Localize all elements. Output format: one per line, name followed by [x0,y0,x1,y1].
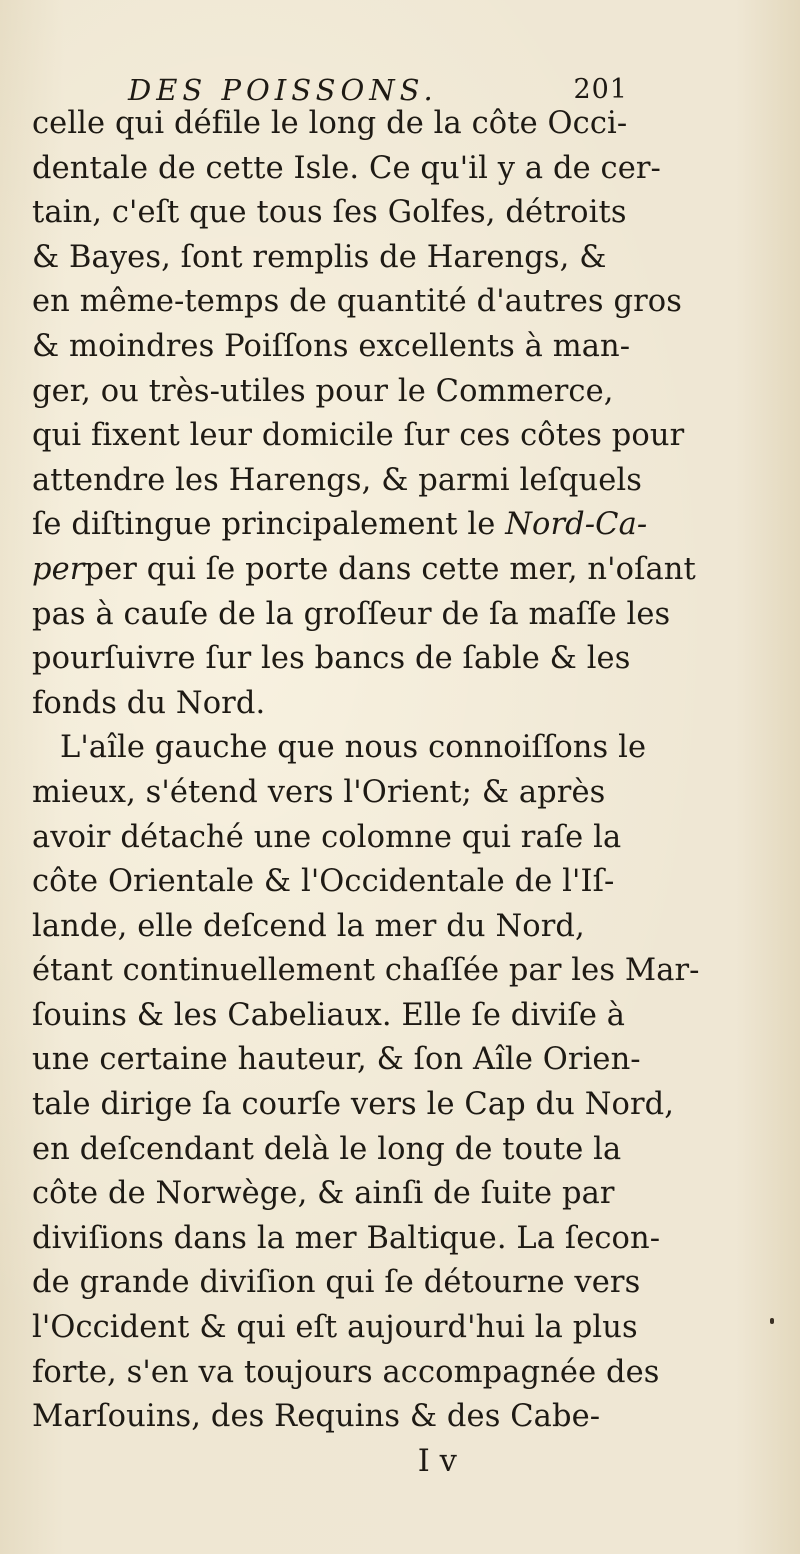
text-line: avoir détaché une colomne qui raſe la [32,819,622,855]
text-line: pas à cauſe de la groſſeur de ſa maſſe les [32,596,671,632]
text-line: diviſions dans la mer Baltique. La ſecon- [32,1220,661,1256]
running-title: DES POISSONS. [128,73,438,107]
text-line: Marſouins, des Requins & des Cabe- [32,1399,601,1435]
text-line: tale dirige ſa courſe vers le Cap du Nord, [32,1087,675,1123]
text-line [32,548,777,593]
text-line: mieux, s'étend vers l'Orient; & après [32,774,606,810]
page-number: 201 [573,74,628,105]
text-line [32,503,777,548]
body-text [32,102,777,1484]
text-line-roman: per qui ſe porte dans cette mer, n'oſant [84,551,696,587]
text-line: en deſcendant delà le long de toute la [32,1131,622,1167]
italic-term: Nord-Ca- [505,507,648,543]
text-line: côte Orientale & l'Occidentale de l'Iſ- [32,864,615,900]
italic-term: per [32,551,85,587]
text-line: pourſuivre ſur les bancs de ſable & les [32,641,631,677]
text-line: de grande diviſion qui ſe détourne vers [32,1265,641,1301]
text-line: en même-temps de quantité d'autres gros [32,284,682,320]
ink-speck [770,1318,774,1324]
text-line: dentale de cette Isle. Ce qu'il y a de cer- [32,150,661,186]
text-line: l'Occident & qui eſt aujourd'hui la plus [32,1310,638,1346]
text-line: & Bayes, ſont remplis de Harengs, & [32,239,607,275]
text-line: ſouins & les Cabeliaux. Elle ſe diviſe à [32,997,626,1033]
text-line: tain, c'eſt que tous ſes Golfes, détroits [32,195,627,231]
text-line: attendre les Harengs, & parmi leſquels [32,462,643,498]
text-line: fonds du Nord. [32,685,266,721]
catchword: I v [417,1443,457,1479]
text-line: étant continuellement chaſſée par les Mar- [32,953,700,989]
text-line: une certaine hauteur, & ſon Aîle Orien- [32,1042,641,1078]
text-line: côte de Norwège, & ainſi de ſuite par [32,1176,615,1212]
text-line: ger, ou très-utiles pour le Commerce, [32,373,614,409]
text-line-roman: ſe diſtingue principalement le [32,507,506,543]
text-line: lande, elle deſcend la mer du Nord, [32,908,585,944]
text-line: & moindres Poiſſons excellents à man- [32,328,631,364]
text-line: L'aîle gauche que nous connoiſſons le [60,730,647,766]
text-line: qui fixent leur domicile ſur ces côtes pour [32,418,685,454]
text-line: celle qui défile le long de la côte Occi- [32,106,628,141]
text-line: forte, s'en va toujours accompagnée des [32,1354,660,1390]
